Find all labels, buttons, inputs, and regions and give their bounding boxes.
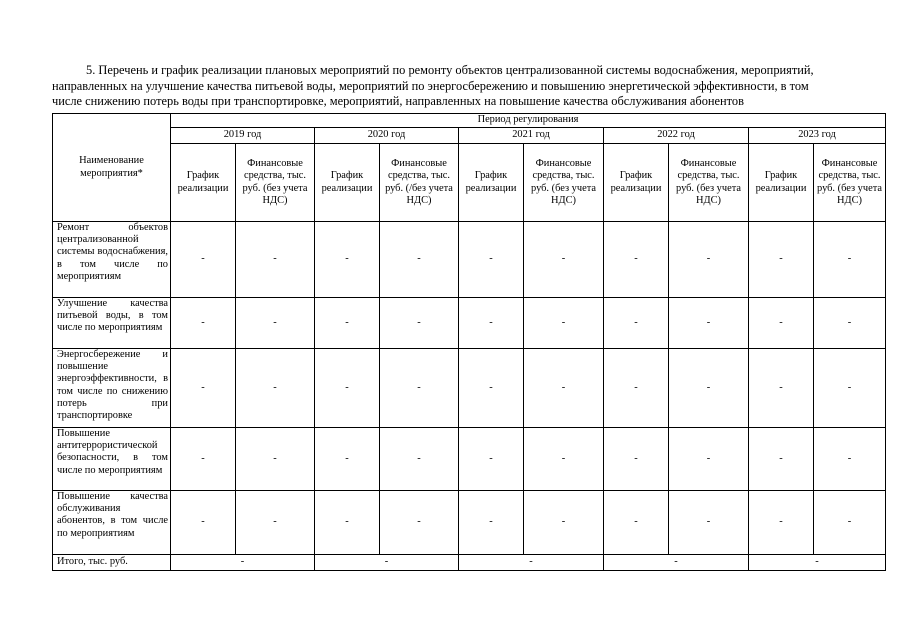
value-cell: -	[669, 222, 749, 298]
funds-header: Финансовые средства, тыс. руб. (/без учета НДС)	[380, 144, 459, 222]
schedule-header: График реализации	[315, 144, 380, 222]
total-value: -	[459, 555, 604, 571]
value-cell: -	[380, 349, 459, 428]
value-cell: -	[814, 349, 886, 428]
year-header: 2022 год	[604, 128, 749, 144]
row-name: Повышение антитеррористической безопасности, в том числе по мероприятиям	[53, 428, 171, 491]
total-value: -	[749, 555, 886, 571]
row-name: Энергосбережение и повышение энергоэффективности, в том числе по снижению потерь при транспортировке	[53, 349, 171, 428]
value-cell: -	[171, 491, 236, 555]
value-cell: -	[814, 491, 886, 555]
funds-header: Финансовые средства, тыс. руб. (без учета НДС)	[814, 144, 886, 222]
value-cell: -	[380, 428, 459, 491]
value-cell: -	[315, 222, 380, 298]
schedule-header: График реализации	[749, 144, 814, 222]
value-cell: -	[524, 298, 604, 349]
table-row	[53, 298, 886, 349]
value-cell: -	[315, 491, 380, 555]
year-header: 2021 год	[459, 128, 604, 144]
name-column-header: Наименование мероприятия*	[53, 114, 171, 222]
row-name: Ремонт объектов централизованной системы водоснабжения, в том числе по мероприятиям	[53, 222, 171, 298]
value-cell: -	[669, 349, 749, 428]
value-cell: -	[814, 428, 886, 491]
year-header: 2020 год	[315, 128, 459, 144]
header-row-sub	[53, 144, 886, 222]
funds-header: Финансовые средства, тыс. руб. (без учета НДС)	[236, 144, 315, 222]
value-cell: -	[459, 349, 524, 428]
value-cell: -	[171, 298, 236, 349]
value-cell: -	[524, 349, 604, 428]
total-value: -	[171, 555, 315, 571]
row-name: Улучшение качества питьевой воды, в том числе по мероприятиям	[53, 298, 171, 349]
value-cell: -	[171, 349, 236, 428]
plan-table	[52, 113, 886, 571]
schedule-header: График реализации	[604, 144, 669, 222]
value-cell: -	[236, 428, 315, 491]
year-header: 2023 год	[749, 128, 886, 144]
table-row	[53, 222, 886, 298]
value-cell: -	[524, 491, 604, 555]
period-header: Период регулирования	[171, 114, 886, 128]
year-header: 2019 год	[171, 128, 315, 144]
value-cell: -	[749, 222, 814, 298]
value-cell: -	[524, 222, 604, 298]
value-cell: -	[380, 298, 459, 349]
value-cell: -	[459, 428, 524, 491]
value-cell: -	[380, 491, 459, 555]
table-row	[53, 491, 886, 555]
value-cell: -	[604, 349, 669, 428]
value-cell: -	[669, 491, 749, 555]
value-cell: -	[524, 428, 604, 491]
value-cell: -	[669, 298, 749, 349]
schedule-header: График реализации	[459, 144, 524, 222]
value-cell: -	[749, 298, 814, 349]
table-row	[53, 428, 886, 491]
value-cell: -	[459, 222, 524, 298]
total-value: -	[604, 555, 749, 571]
value-cell: -	[749, 428, 814, 491]
value-cell: -	[604, 491, 669, 555]
funds-header: Финансовые средства, тыс. руб. (без учета НДС)	[669, 144, 749, 222]
value-cell: -	[236, 222, 315, 298]
value-cell: -	[236, 298, 315, 349]
value-cell: -	[315, 298, 380, 349]
total-label: Итого, тыс. руб.	[53, 555, 171, 571]
value-cell: -	[380, 222, 459, 298]
value-cell: -	[236, 349, 315, 428]
heading-line-3: числе снижению потерь воды при транспортировке, мероприятий, направленных на повышение качества обслуживания абонентов	[52, 94, 744, 108]
header-row-years	[53, 128, 886, 144]
value-cell: -	[236, 491, 315, 555]
value-cell: -	[749, 349, 814, 428]
total-value: -	[315, 555, 459, 571]
heading-line-1: 5. Перечень и график реализации плановых мероприятий по ремонту объектов централизованной системы водоснабжения, мероприятий,	[86, 63, 814, 77]
header-row-period	[53, 114, 886, 128]
value-cell: -	[459, 491, 524, 555]
row-name: Повышение качества обслуживания абонентов, в том числе по мероприятиям	[53, 491, 171, 555]
value-cell: -	[814, 222, 886, 298]
value-cell: -	[604, 222, 669, 298]
schedule-header: График реализации	[171, 144, 236, 222]
value-cell: -	[604, 428, 669, 491]
value-cell: -	[604, 298, 669, 349]
value-cell: -	[315, 349, 380, 428]
heading-line-2: направленных на улучшение качества питьевой воды, мероприятий по энергосбережению и повышению энергетической эффективности, в том	[52, 78, 809, 93]
value-cell: -	[814, 298, 886, 349]
table-row	[53, 349, 886, 428]
funds-header: Финансовые средства, тыс. руб. (без учета НДС)	[524, 144, 604, 222]
value-cell: -	[669, 428, 749, 491]
value-cell: -	[315, 428, 380, 491]
value-cell: -	[171, 428, 236, 491]
value-cell: -	[749, 491, 814, 555]
total-row	[53, 555, 886, 571]
value-cell: -	[171, 222, 236, 298]
document-heading	[52, 63, 884, 110]
value-cell: -	[459, 298, 524, 349]
